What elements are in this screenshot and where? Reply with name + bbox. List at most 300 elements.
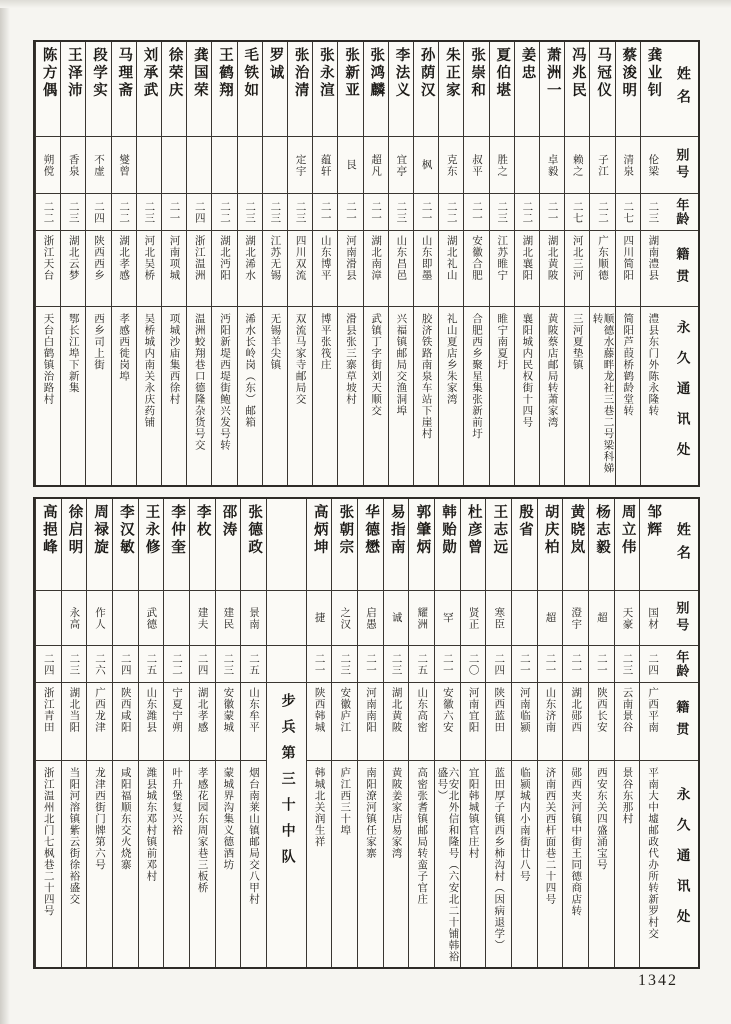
person-name — [538, 499, 563, 591]
person-alias-text: 作人 — [94, 606, 106, 630]
person-alias — [565, 137, 589, 194]
person-native-place — [112, 231, 136, 307]
header-age-text: 年龄 — [674, 198, 690, 226]
person-age — [238, 194, 262, 231]
person-name — [190, 499, 215, 591]
header-alias — [665, 137, 698, 194]
person-alias-text: 寒臣 — [493, 606, 505, 630]
person-address-text: 蓝田厚子镇西乡柿沟村（因病退学） — [493, 767, 505, 951]
person-age — [640, 646, 665, 683]
header-address-text: 永久通讯处 — [674, 319, 690, 473]
person-alias — [486, 591, 511, 646]
person-address-text: 睢宁南夏圩 — [496, 313, 508, 371]
person-native-place-text: 湖北礼山 — [445, 235, 457, 281]
person-address — [137, 307, 161, 485]
header-address — [665, 761, 698, 966]
person-name-text: 李法义 — [393, 47, 410, 100]
person-alias — [162, 137, 186, 194]
person-alias — [640, 591, 665, 646]
person-age-text: 二五 — [247, 652, 259, 676]
person-age-text: 二〇 — [467, 652, 479, 676]
person-name-text: 高挹峰 — [40, 504, 57, 557]
person-column — [189, 499, 215, 967]
person-age — [112, 194, 136, 231]
person-age-text: 二一 — [518, 652, 530, 676]
person-alias-text: 永高 — [68, 606, 80, 630]
person-address — [565, 307, 589, 485]
person-address — [414, 307, 438, 485]
person-alias-text: 蕴轩 — [319, 153, 331, 177]
person-age — [464, 194, 488, 231]
person-native-place-text: 山东牟平 — [247, 687, 259, 733]
person-alias-text: 捷 — [313, 612, 325, 624]
person-alias — [112, 137, 136, 194]
person-column — [511, 499, 537, 967]
person-native-place — [384, 683, 409, 761]
header-column — [665, 499, 698, 967]
person-alias — [435, 591, 460, 646]
person-alias-text: 艮 — [344, 159, 356, 171]
person-alias — [216, 591, 241, 646]
person-alias-text: 贤正 — [467, 606, 479, 630]
header-address — [665, 307, 698, 485]
person-age-text: 二一 — [364, 652, 376, 676]
person-alias — [563, 591, 588, 646]
person-alias — [238, 137, 262, 194]
person-alias-text: 定宇 — [294, 153, 306, 177]
person-name-text: 殷省 — [517, 504, 533, 539]
divider-blank — [267, 646, 306, 683]
person-native-place-text: 山东高密 — [416, 687, 428, 733]
person-column — [312, 42, 337, 485]
roster-table-bottom — [33, 497, 700, 969]
person-age — [461, 646, 486, 683]
person-address-text: 景谷东那村 — [621, 767, 633, 825]
person-name — [187, 42, 211, 137]
person-address-text: 高密张耆镇邮局转蛮子官庄 — [416, 767, 428, 905]
person-native-place-text: 山东潍县 — [145, 687, 157, 733]
person-native-place — [364, 231, 388, 307]
person-native-place-text: 陕西长安 — [595, 687, 607, 733]
person-native-place — [164, 683, 189, 761]
person-address — [512, 761, 537, 966]
person-address — [409, 761, 434, 966]
person-address — [36, 307, 60, 485]
person-address — [490, 307, 514, 485]
person-address — [358, 761, 383, 966]
person-name — [590, 42, 614, 137]
person-age — [190, 646, 215, 683]
person-column — [161, 42, 186, 485]
person-address-text: 浙江温州北门七枫巷二十四号 — [42, 767, 54, 917]
person-name-text: 邵涛 — [220, 504, 237, 539]
person-age-text: 二三 — [68, 652, 80, 676]
person-name — [212, 42, 236, 137]
person-alias-text: 超凡 — [370, 153, 382, 177]
person-column — [331, 499, 357, 967]
person-alias — [490, 137, 514, 194]
person-name-text: 杨志毅 — [593, 504, 610, 557]
header-alias-text: 别号 — [674, 601, 690, 635]
person-column — [589, 42, 614, 485]
person-native-place — [61, 231, 85, 307]
person-address — [439, 307, 463, 485]
person-age — [212, 194, 236, 231]
person-native-place — [439, 231, 463, 307]
person-alias — [538, 591, 563, 646]
person-age-text: 二四 — [42, 652, 54, 676]
person-name — [464, 42, 488, 137]
header-native-place-text: 籍贯 — [674, 246, 690, 291]
person-name-text: 张治清 — [292, 47, 309, 100]
person-alias-text: 罕 — [441, 612, 453, 624]
person-alias — [615, 591, 640, 646]
person-alias — [364, 137, 388, 194]
person-age — [435, 646, 460, 683]
person-column — [35, 499, 61, 967]
person-age — [87, 646, 112, 683]
person-age-text: 二一 — [168, 200, 180, 224]
person-address — [538, 761, 563, 966]
person-column — [434, 499, 460, 967]
person-age — [313, 194, 337, 231]
person-name-text: 毛铁如 — [242, 47, 259, 100]
person-address — [190, 761, 215, 966]
person-native-place — [62, 683, 87, 761]
person-name — [216, 499, 241, 591]
person-name — [162, 42, 186, 137]
person-address-text: 宜阳韩城镇官庄村 — [467, 767, 479, 859]
person-address-text: 温洲蛟翔巷口德隆杂货号交 — [193, 313, 205, 451]
person-age-text: 二四 — [193, 200, 205, 224]
person-native-place — [263, 231, 287, 307]
person-name — [86, 42, 110, 137]
person-age — [389, 194, 413, 231]
person-age-text: 二四 — [493, 652, 505, 676]
person-column — [363, 42, 388, 485]
person-native-place — [36, 231, 60, 307]
person-name-text: 胡庆柏 — [542, 504, 559, 557]
person-name — [486, 499, 511, 591]
person-address — [640, 761, 665, 966]
person-name-text: 龚国荣 — [191, 47, 208, 100]
person-address-text: 龙津西街门牌第六号 — [94, 767, 106, 871]
person-native-place-text: 河南滑县 — [344, 235, 356, 281]
person-name — [641, 42, 665, 137]
person-name-text: 徐启明 — [66, 504, 83, 557]
person-age — [364, 194, 388, 231]
person-alias-text: 香泉 — [67, 153, 79, 177]
person-native-place — [589, 683, 614, 761]
person-native-place — [414, 231, 438, 307]
person-native-place — [137, 231, 161, 307]
person-address — [616, 307, 640, 485]
person-name-text: 蔡浚明 — [620, 47, 637, 100]
person-name — [409, 499, 434, 591]
person-native-place-text: 湖北浠水 — [244, 235, 256, 281]
person-alias-text: 耀洲 — [416, 606, 428, 630]
person-age-text: 二四 — [92, 200, 104, 224]
person-name-text: 罗诚 — [267, 47, 284, 82]
person-alias — [332, 591, 357, 646]
person-age — [62, 646, 87, 683]
person-column — [514, 42, 539, 485]
person-age-text: 二七 — [622, 200, 634, 224]
person-native-place — [563, 683, 588, 761]
person-age — [86, 194, 110, 231]
header-column — [665, 42, 698, 485]
person-address-text: 双流马家寺邮局交 — [294, 313, 306, 405]
person-native-place — [307, 683, 332, 761]
person-address — [87, 761, 112, 966]
person-age-text: 二二 — [445, 200, 457, 224]
person-native-place-text: 湖北襄阳 — [521, 235, 533, 281]
person-name — [461, 499, 486, 591]
header-name-text: 姓名 — [674, 521, 690, 568]
person-alias — [61, 137, 85, 194]
person-column — [357, 499, 383, 967]
person-native-place-text: 广西平南 — [647, 687, 659, 733]
header-native-place-text: 籍贯 — [674, 699, 690, 744]
person-address — [615, 761, 640, 966]
person-alias-text: 之汉 — [339, 606, 351, 630]
person-age-text: 二五 — [416, 652, 428, 676]
person-age — [538, 646, 563, 683]
person-alias-text: 超 — [595, 612, 607, 624]
person-name-text: 王志远 — [491, 504, 508, 557]
person-native-place-text: 河北吴桥 — [143, 235, 155, 281]
person-name — [384, 499, 409, 591]
person-name — [338, 42, 362, 137]
person-address — [113, 761, 138, 966]
person-age — [263, 194, 287, 231]
person-alias — [589, 591, 614, 646]
person-column — [460, 499, 486, 967]
person-column — [85, 42, 110, 485]
person-native-place — [162, 231, 186, 307]
person-address-text: 天台白鹤镇治路村 — [42, 313, 54, 405]
person-name — [36, 499, 61, 591]
person-column — [211, 42, 236, 485]
person-address — [364, 307, 388, 485]
person-alias — [263, 137, 287, 194]
header-alias — [665, 591, 698, 646]
person-name — [616, 42, 640, 137]
person-alias — [464, 137, 488, 194]
person-name — [565, 42, 589, 137]
person-column — [136, 42, 161, 485]
person-age — [384, 646, 409, 683]
person-address — [461, 761, 486, 966]
person-age — [540, 194, 564, 231]
header-age — [665, 194, 698, 231]
person-native-place — [512, 683, 537, 761]
person-name — [515, 42, 539, 137]
person-alias — [461, 591, 486, 646]
header-name — [665, 499, 698, 591]
person-name — [113, 499, 138, 591]
person-native-place-text: 湖北黄陂 — [546, 235, 558, 281]
person-name — [439, 42, 463, 137]
unit-divider-column — [266, 499, 306, 967]
person-name — [307, 499, 332, 591]
person-age — [590, 194, 614, 231]
person-alias-text: 胜之 — [496, 153, 508, 177]
person-column — [337, 42, 362, 485]
person-address — [384, 761, 409, 966]
person-column — [111, 42, 136, 485]
person-native-place — [486, 683, 511, 761]
person-age-text: 二一 — [470, 200, 482, 224]
person-alias-text: 朔傥 — [42, 153, 54, 177]
person-name — [332, 499, 357, 591]
person-age-text: 二三 — [269, 200, 281, 224]
person-native-place-text: 山东博平 — [319, 235, 331, 281]
person-address — [540, 307, 564, 485]
person-name-text: 张德政 — [246, 504, 263, 557]
person-address-text: 西乡司上街 — [92, 313, 104, 371]
person-native-place — [538, 683, 563, 761]
person-address — [332, 761, 357, 966]
person-alias — [288, 137, 312, 194]
person-address-text: 鄂长江埠下新集 — [67, 313, 79, 394]
person-age — [439, 194, 463, 231]
person-alias-text: 国材 — [647, 606, 659, 630]
person-address — [212, 307, 236, 485]
person-name-text: 萧洲一 — [544, 47, 561, 100]
person-native-place-text: 云南景谷 — [621, 687, 633, 733]
person-name-text: 张崇和 — [469, 47, 486, 100]
person-address-text: 沔阳新堤西堤街鲍兴发号转 — [218, 313, 230, 451]
person-name-text: 杜彦曾 — [465, 504, 482, 557]
person-age-text: 二二 — [118, 200, 130, 224]
person-name — [61, 42, 85, 137]
person-alias-text: 清泉 — [622, 153, 634, 177]
person-name-text: 李枚 — [194, 504, 211, 539]
person-name — [112, 42, 136, 137]
person-column — [564, 42, 589, 485]
person-age-text: 二三 — [647, 200, 659, 224]
person-alias — [139, 591, 164, 646]
person-name-text: 韩贻勋 — [440, 504, 457, 557]
person-column — [539, 42, 564, 485]
person-native-place — [641, 231, 665, 307]
person-native-place — [616, 231, 640, 307]
person-native-place-text: 安徽六安 — [441, 687, 453, 733]
person-alias — [641, 137, 665, 194]
divider-blank — [267, 591, 306, 646]
person-name — [640, 499, 665, 591]
person-name — [358, 499, 383, 591]
scan-top-edge-shadow — [0, 0, 731, 8]
scan-left-edge-shadow — [0, 0, 10, 1024]
person-age-text: 二一 — [546, 200, 558, 224]
person-name — [288, 42, 312, 137]
person-native-place — [338, 231, 362, 307]
person-native-place-text: 宁夏宁朔 — [171, 687, 183, 733]
person-native-place — [640, 683, 665, 761]
person-address-text: 简阳芦葭桥鹤龄堂转 — [622, 313, 634, 417]
person-alias — [113, 591, 138, 646]
person-column — [240, 499, 266, 967]
person-address — [288, 307, 312, 485]
person-alias — [86, 137, 110, 194]
person-address-text: 郧西夹河镇中街王同德商店转 — [570, 767, 582, 917]
person-alias-text: 卓毅 — [546, 153, 558, 177]
person-alias — [190, 591, 215, 646]
person-alias — [414, 137, 438, 194]
person-alias-text: 天豪 — [621, 606, 633, 630]
person-address-text: 蒙城界沟集义德酒坊 — [222, 767, 234, 871]
person-age-text: 二三 — [244, 200, 256, 224]
person-alias — [590, 137, 614, 194]
person-native-place — [190, 683, 215, 761]
person-native-place-text: 河南宜阳 — [467, 687, 479, 733]
person-address-text: 烟台南莱山镇邮局交八甲村 — [247, 767, 259, 905]
person-address-text: 无锡羊尖镇 — [269, 313, 281, 371]
person-address-text: 兴福镇邮局交渔洞埠 — [395, 313, 407, 417]
person-column — [413, 42, 438, 485]
person-alias — [241, 591, 266, 646]
person-age-text: 二二 — [42, 200, 54, 224]
person-native-place — [464, 231, 488, 307]
person-age — [307, 646, 332, 683]
person-address-text: 六安北外信和隆号（六安北二十铺韩裕盛号） — [436, 767, 459, 963]
person-age-text: 二一 — [319, 200, 331, 224]
person-age — [563, 646, 588, 683]
person-name-text: 朱正家 — [443, 47, 460, 100]
person-address — [61, 307, 85, 485]
person-age-text: 二五 — [145, 652, 157, 676]
person-address — [464, 307, 488, 485]
person-name — [540, 42, 564, 137]
person-address — [36, 761, 61, 966]
person-native-place-text: 安徽庐江 — [339, 687, 351, 733]
person-age-text: 二一 — [544, 652, 556, 676]
person-name — [62, 499, 87, 591]
person-address-text: 顺德水藤畔龙社三巷二号梁科娣转 — [591, 313, 614, 474]
person-address-text: 临颍城内小南街廿八号 — [518, 767, 530, 882]
person-address-text: 当阳河溶镇紫云街徐裕盛交 — [68, 767, 80, 905]
person-age-text: 二四 — [647, 652, 659, 676]
person-age-text: 二三 — [294, 200, 306, 224]
person-column — [640, 42, 665, 485]
person-name-text: 刘承武 — [141, 47, 158, 100]
person-age-text: 二二 — [218, 200, 230, 224]
person-address — [563, 761, 588, 966]
person-age-text: 二一 — [570, 652, 582, 676]
person-address — [313, 307, 337, 485]
unit-label — [267, 683, 306, 967]
person-native-place — [139, 683, 164, 761]
person-age — [332, 646, 357, 683]
person-alias-text: 景南 — [247, 606, 259, 630]
person-address-text: 武镇丁字街刘天顺交 — [370, 313, 382, 417]
person-address-text: 黄陂蔡店邮局转萧家湾 — [546, 313, 558, 428]
person-alias-text: 超 — [544, 612, 556, 624]
person-column — [489, 42, 514, 485]
person-age — [61, 194, 85, 231]
person-age-text: 二二 — [597, 200, 608, 224]
person-address-text: 合肥西乡聚星集张新前圩 — [470, 313, 482, 440]
person-address-text: 南阳潦河镇任家寨 — [364, 767, 376, 859]
person-native-place-text: 山东昌邑 — [395, 235, 407, 281]
person-alias-text: 叔平 — [470, 153, 482, 177]
person-alias — [409, 591, 434, 646]
page-number: 1342 — [638, 972, 678, 989]
person-address — [139, 761, 164, 966]
person-alias-text: 宜亭 — [395, 153, 407, 177]
